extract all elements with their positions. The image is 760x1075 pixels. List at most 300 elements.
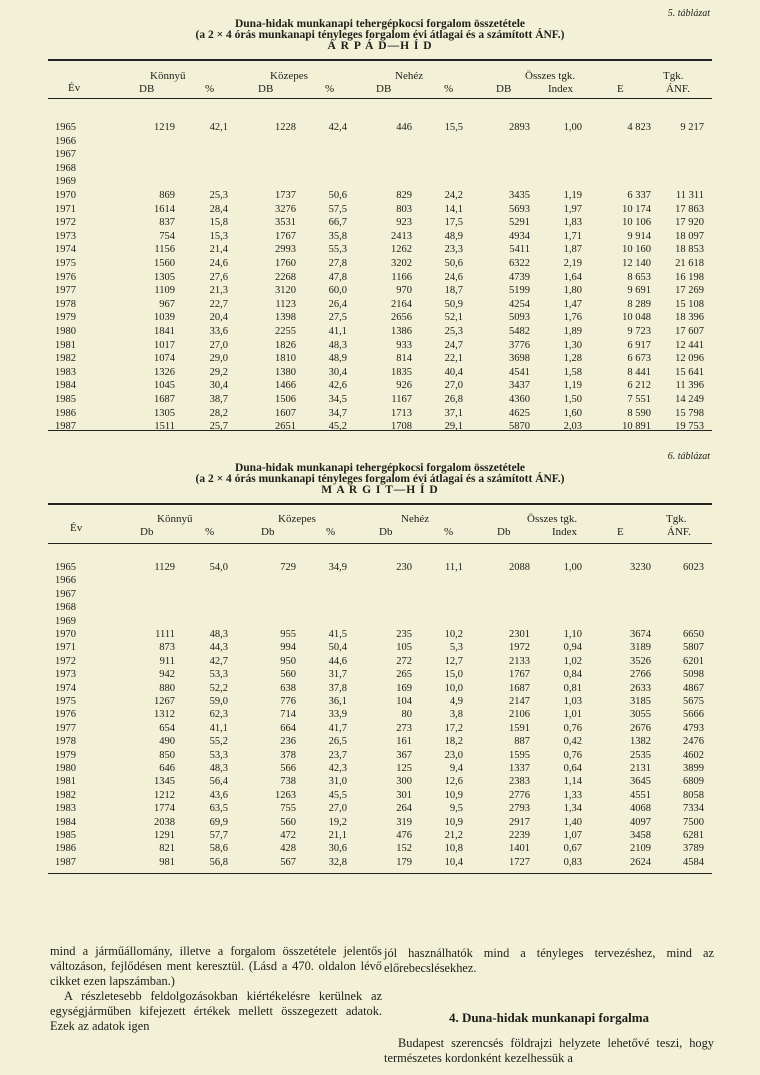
total-index-cell: 0,67 xyxy=(563,843,582,855)
header-total: Összes tgk. xyxy=(525,70,576,82)
heavy-db-cell: 1713 xyxy=(391,407,412,419)
medium-db-cell: 1810 xyxy=(275,353,296,365)
anf-value-cell: 2476 xyxy=(683,736,704,748)
light-pct-cell: 28,2 xyxy=(209,407,228,419)
header-e: E xyxy=(617,83,624,95)
heavy-pct-cell: 25,3 xyxy=(444,326,463,337)
header-rule-bottom xyxy=(48,98,712,99)
year-cell: 1970 xyxy=(55,629,76,640)
table-row xyxy=(0,817,760,828)
header-anf-top: Tgk. xyxy=(663,70,684,82)
year-cell: 1980 xyxy=(55,326,76,337)
light-db-cell: 1109 xyxy=(154,285,175,297)
medium-pct-cell: 35,8 xyxy=(328,230,347,242)
anf-value-cell: 4867 xyxy=(683,682,704,694)
light-db-cell: 1326 xyxy=(154,366,175,378)
paragraph: jól használhatók mind a tényleges tervezéshez, mind az előrebecslésekhez. xyxy=(384,946,714,975)
header-db: Db xyxy=(261,526,275,538)
table-title: Duna-hidak munkanapi tehergépkocsi forgalom összetétele xyxy=(234,18,526,30)
e-value-cell: 10 174 xyxy=(622,203,651,215)
year-cell: 1986 xyxy=(55,843,76,855)
medium-db-cell: 428 xyxy=(280,843,296,855)
medium-db-cell: 1466 xyxy=(275,380,296,392)
medium-pct-cell: 34,9 xyxy=(328,562,347,573)
medium-pct-cell: 48,9 xyxy=(328,353,347,365)
table-row xyxy=(0,176,760,187)
e-value-cell: 2535 xyxy=(630,749,651,761)
total-index-cell: 1,19 xyxy=(563,380,582,392)
light-pct-cell: 69,9 xyxy=(209,816,228,828)
year-cell: 1985 xyxy=(55,830,76,841)
table-number: 5. táblázat xyxy=(667,8,710,19)
table-row xyxy=(0,217,760,228)
heavy-db-cell: 2164 xyxy=(391,298,412,310)
heavy-pct-cell: 12,7 xyxy=(444,655,463,667)
light-pct-cell: 29,0 xyxy=(209,353,228,365)
total-index-cell: 1,19 xyxy=(563,190,582,201)
anf-value-cell: 4584 xyxy=(683,856,704,868)
header-heavy: Nehéz xyxy=(395,70,424,82)
total-index-cell: 1,02 xyxy=(563,655,582,667)
year-cell: 1981 xyxy=(55,776,76,788)
heavy-pct-cell: 15,0 xyxy=(444,669,463,681)
anf-value-cell: 5666 xyxy=(683,709,704,721)
table-number: 6. táblázat xyxy=(667,451,710,462)
table-row xyxy=(0,299,760,310)
light-db-cell: 1841 xyxy=(154,326,175,337)
medium-pct-cell: 19,2 xyxy=(328,816,347,828)
light-pct-cell: 63,5 xyxy=(209,803,228,815)
total-index-cell: 2,19 xyxy=(563,258,582,269)
table-row xyxy=(0,204,760,215)
e-value-cell: 8 289 xyxy=(627,298,651,310)
total-index-cell: 1,87 xyxy=(563,244,582,256)
table-row xyxy=(0,244,760,255)
total-index-cell: 0,83 xyxy=(563,856,582,868)
anf-value-cell: 5098 xyxy=(683,669,704,681)
heavy-pct-cell: 10,9 xyxy=(444,816,463,828)
light-pct-cell: 27,6 xyxy=(209,271,228,283)
header-pct: % xyxy=(444,526,454,538)
heavy-pct-cell: 52,1 xyxy=(444,312,463,324)
year-cell: 1974 xyxy=(55,244,76,256)
table-subtitle: (a 2 × 4 órás munkanapi tényleges forgalom évi átlagai és a számított ÁNF.) xyxy=(195,29,565,41)
table-row xyxy=(0,163,760,174)
heavy-pct-cell: 50,9 xyxy=(444,298,463,310)
light-pct-cell: 27,0 xyxy=(209,339,228,351)
light-db-cell: 490 xyxy=(159,736,175,748)
heavy-db-cell: 264 xyxy=(396,803,412,815)
light-db-cell: 1345 xyxy=(154,776,175,788)
total-index-cell: 1,89 xyxy=(563,326,582,337)
year-cell: 1968 xyxy=(55,162,76,174)
heavy-db-cell: 273 xyxy=(396,722,412,734)
medium-db-cell: 2268 xyxy=(275,271,296,283)
medium-pct-cell: 27,5 xyxy=(328,312,347,324)
bridge-name: Á R P Á D—H Í D xyxy=(327,40,433,52)
medium-db-cell: 1506 xyxy=(275,394,296,405)
medium-pct-cell: 34,7 xyxy=(328,407,347,419)
light-pct-cell: 53,3 xyxy=(209,669,228,681)
total-db-cell: 3698 xyxy=(509,353,530,365)
medium-db-cell: 1826 xyxy=(275,339,296,351)
total-db-cell: 4254 xyxy=(509,298,530,310)
year-cell: 1976 xyxy=(55,709,76,721)
heavy-pct-cell: 40,4 xyxy=(444,366,463,378)
total-db-cell: 5199 xyxy=(509,285,530,297)
total-index-cell: 0,76 xyxy=(563,749,582,761)
year-cell: 1966 xyxy=(55,575,76,587)
medium-pct-cell: 36,1 xyxy=(328,696,347,707)
medium-pct-cell: 47,8 xyxy=(328,271,347,283)
paragraph: Budapest szerencsés földrajzi helyzete lehetővé teszi, hogy természetes kordonként kezelhessük a xyxy=(384,1036,714,1065)
medium-db-cell: 950 xyxy=(280,655,296,667)
medium-pct-cell: 26,4 xyxy=(328,298,347,310)
paragraph: mind a járműállomány, illetve a forgalom összetétele jelentős változáson, fejlődésen ment keresztül. (Lásd a 470. oldalon lévő cikket ezen lapszámban.) xyxy=(50,944,382,988)
year-cell: 1975 xyxy=(55,696,76,707)
anf-value-cell: 21 618 xyxy=(675,258,704,269)
light-db-cell: 1017 xyxy=(154,339,175,351)
e-value-cell: 9 914 xyxy=(627,230,651,242)
heavy-db-cell: 169 xyxy=(396,682,412,694)
table-row xyxy=(0,857,760,868)
header-year: Év xyxy=(70,522,83,534)
table-row xyxy=(0,353,760,364)
year-cell: 1987 xyxy=(55,856,76,868)
total-index-cell: 1,97 xyxy=(563,203,582,215)
table-row xyxy=(0,776,760,787)
header-year: Év xyxy=(68,82,81,94)
table-row xyxy=(0,736,760,747)
anf-value-cell: 3899 xyxy=(683,763,704,774)
anf-value-cell: 9 217 xyxy=(680,122,704,133)
header-db: Db xyxy=(497,526,511,538)
header-light: Könnyű xyxy=(150,70,186,82)
medium-db-cell: 994 xyxy=(280,642,296,654)
table-row xyxy=(0,122,760,133)
medium-db-cell: 378 xyxy=(280,749,296,761)
medium-db-cell: 566 xyxy=(280,763,296,774)
heavy-db-cell: 230 xyxy=(396,562,412,573)
table-row xyxy=(0,231,760,242)
medium-db-cell: 2651 xyxy=(275,421,296,433)
header-db: DB xyxy=(258,83,274,95)
table-row xyxy=(0,642,760,653)
paragraph: A részletesebb feldolgozásokban kiértékelésre kerülnek az egységjárműben kifejezett értékek mellett összegezett adatok. Ezek az adatok igen xyxy=(50,989,382,1033)
total-db-cell: 1727 xyxy=(509,856,530,868)
heavy-db-cell: 2656 xyxy=(391,312,412,324)
medium-db-cell: 776 xyxy=(280,696,296,707)
medium-pct-cell: 66,7 xyxy=(328,217,347,229)
total-index-cell: 1,00 xyxy=(563,562,582,573)
bridge-name: M A R G I T—H Í D xyxy=(321,484,439,496)
light-db-cell: 1305 xyxy=(154,407,175,419)
heavy-db-cell: 104 xyxy=(396,696,412,707)
year-cell: 1971 xyxy=(55,203,76,215)
light-pct-cell: 24,6 xyxy=(209,258,228,269)
e-value-cell: 9 723 xyxy=(627,326,651,337)
light-db-cell: 1219 xyxy=(154,122,175,133)
year-cell: 1965 xyxy=(55,562,76,573)
heavy-db-cell: 235 xyxy=(396,629,412,640)
heavy-db-cell: 161 xyxy=(396,736,412,748)
total-db-cell: 4934 xyxy=(509,230,530,242)
medium-db-cell: 1123 xyxy=(275,298,296,310)
heavy-db-cell: 476 xyxy=(396,830,412,841)
medium-db-cell: 1760 xyxy=(275,258,296,269)
heavy-pct-cell: 26,8 xyxy=(444,394,463,405)
light-pct-cell: 44,3 xyxy=(209,642,228,654)
light-db-cell: 850 xyxy=(159,749,175,761)
header-medium: Közepes xyxy=(270,70,308,82)
table-row xyxy=(0,367,760,378)
medium-db-cell: 1767 xyxy=(275,230,296,242)
light-pct-cell: 59,0 xyxy=(209,696,228,707)
total-db-cell: 2917 xyxy=(509,816,530,828)
total-db-cell: 6322 xyxy=(509,258,530,269)
table-row xyxy=(0,562,760,573)
light-pct-cell: 29,2 xyxy=(209,366,228,378)
light-pct-cell: 58,6 xyxy=(209,843,228,855)
year-cell: 1976 xyxy=(55,271,76,283)
medium-pct-cell: 33,9 xyxy=(328,709,347,721)
light-pct-cell: 43,6 xyxy=(209,789,228,801)
heavy-pct-cell: 48,9 xyxy=(444,230,463,242)
e-value-cell: 6 917 xyxy=(627,339,651,351)
table-row xyxy=(0,380,760,391)
total-index-cell: 0,64 xyxy=(563,763,582,774)
e-value-cell: 3674 xyxy=(630,629,651,640)
heavy-pct-cell: 10,4 xyxy=(444,856,463,868)
medium-db-cell: 714 xyxy=(280,709,296,721)
heavy-pct-cell: 15,5 xyxy=(444,122,463,133)
anf-value-cell: 4793 xyxy=(683,722,704,734)
total-db-cell: 3776 xyxy=(509,339,530,351)
light-db-cell: 1614 xyxy=(154,203,175,215)
e-value-cell: 10 891 xyxy=(622,421,651,433)
light-pct-cell: 55,2 xyxy=(209,736,228,748)
total-index-cell: 1,71 xyxy=(563,230,582,242)
anf-value-cell: 4602 xyxy=(683,749,704,761)
heavy-db-cell: 814 xyxy=(396,353,412,365)
anf-value-cell: 15 798 xyxy=(675,407,704,419)
heavy-pct-cell: 11,1 xyxy=(445,562,463,573)
year-cell: 1983 xyxy=(55,366,76,378)
heavy-db-cell: 105 xyxy=(396,642,412,654)
table-row xyxy=(0,190,760,201)
anf-value-cell: 14 249 xyxy=(675,394,704,405)
e-value-cell: 3055 xyxy=(630,709,651,721)
light-db-cell: 1511 xyxy=(154,421,175,433)
medium-db-cell: 1398 xyxy=(275,312,296,324)
total-db-cell: 2793 xyxy=(509,803,530,815)
e-value-cell: 8 441 xyxy=(627,366,651,378)
anf-value-cell: 12 096 xyxy=(675,353,704,365)
heavy-db-cell: 152 xyxy=(396,843,412,855)
year-cell: 1986 xyxy=(55,407,76,419)
anf-value-cell: 12 441 xyxy=(675,339,704,351)
anf-value-cell: 6201 xyxy=(683,655,704,667)
heavy-pct-cell: 23,0 xyxy=(444,749,463,761)
total-db-cell: 5411 xyxy=(509,244,530,256)
total-db-cell: 2301 xyxy=(509,629,530,640)
table-row xyxy=(0,602,760,613)
e-value-cell: 2766 xyxy=(630,669,651,681)
table-row xyxy=(0,790,760,801)
e-value-cell: 3645 xyxy=(630,776,651,788)
heavy-pct-cell: 10,8 xyxy=(444,843,463,855)
medium-pct-cell: 23,7 xyxy=(328,749,347,761)
heavy-db-cell: 80 xyxy=(401,709,412,721)
medium-pct-cell: 27,0 xyxy=(328,803,347,815)
anf-value-cell: 18 097 xyxy=(675,230,704,242)
heavy-db-cell: 2413 xyxy=(391,230,412,242)
medium-db-cell: 1607 xyxy=(275,407,296,419)
header-db: Db xyxy=(140,526,154,538)
total-db-cell: 2893 xyxy=(509,122,530,133)
heavy-db-cell: 1835 xyxy=(391,366,412,378)
light-db-cell: 1111 xyxy=(155,629,175,640)
heavy-pct-cell: 27,0 xyxy=(444,380,463,392)
heavy-db-cell: 1166 xyxy=(391,271,412,283)
heavy-pct-cell: 24,6 xyxy=(444,271,463,283)
light-db-cell: 942 xyxy=(159,669,175,681)
text-column-right xyxy=(384,946,714,976)
light-db-cell: 646 xyxy=(159,763,175,774)
total-db-cell: 5093 xyxy=(509,312,530,324)
heavy-pct-cell: 3,8 xyxy=(449,709,463,721)
total-db-cell: 1337 xyxy=(509,763,530,774)
total-index-cell: 1,60 xyxy=(563,407,582,419)
medium-pct-cell: 42,6 xyxy=(328,380,347,392)
heavy-pct-cell: 23,3 xyxy=(444,244,463,256)
light-db-cell: 1074 xyxy=(154,353,175,365)
year-cell: 1967 xyxy=(55,149,76,161)
medium-pct-cell: 45,5 xyxy=(328,789,347,801)
header-db: Db xyxy=(379,526,393,538)
heavy-db-cell: 446 xyxy=(396,122,412,133)
table-row xyxy=(0,408,760,419)
year-cell: 1977 xyxy=(55,285,76,297)
medium-db-cell: 1263 xyxy=(275,789,296,801)
heavy-pct-cell: 12,6 xyxy=(444,776,463,788)
light-db-cell: 1212 xyxy=(154,789,175,801)
table-row xyxy=(0,803,760,814)
anf-value-cell: 6281 xyxy=(683,830,704,841)
total-index-cell: 1,64 xyxy=(563,271,582,283)
medium-db-cell: 560 xyxy=(280,669,296,681)
e-value-cell: 2676 xyxy=(630,722,651,734)
heavy-db-cell: 970 xyxy=(396,285,412,297)
anf-value-cell: 16 198 xyxy=(675,271,704,283)
header-db: DB xyxy=(376,83,392,95)
light-pct-cell: 57,7 xyxy=(209,830,228,841)
medium-pct-cell: 42,3 xyxy=(328,763,347,774)
heavy-db-cell: 1386 xyxy=(391,326,412,337)
e-value-cell: 1382 xyxy=(630,736,651,748)
anf-value-cell: 5675 xyxy=(683,696,704,707)
total-db-cell: 1972 xyxy=(509,642,530,654)
heavy-db-cell: 301 xyxy=(396,789,412,801)
light-db-cell: 1305 xyxy=(154,271,175,283)
total-db-cell: 1591 xyxy=(509,722,530,734)
heavy-pct-cell: 10,2 xyxy=(444,629,463,640)
light-db-cell: 1560 xyxy=(154,258,175,269)
light-pct-cell: 41,1 xyxy=(209,722,228,734)
header-heavy: Nehéz xyxy=(401,513,430,525)
anf-value-cell: 18 396 xyxy=(675,312,704,324)
medium-db-cell: 638 xyxy=(280,682,296,694)
total-index-cell: 1,30 xyxy=(563,339,582,351)
total-index-cell: 1,28 xyxy=(563,353,582,365)
light-db-cell: 880 xyxy=(159,682,175,694)
e-value-cell: 9 691 xyxy=(627,285,651,297)
light-pct-cell: 48,3 xyxy=(209,763,228,774)
heavy-db-cell: 803 xyxy=(396,203,412,215)
light-db-cell: 1129 xyxy=(154,562,175,573)
header-total: Összes tgk. xyxy=(527,513,578,525)
anf-value-cell: 3789 xyxy=(683,843,704,855)
header-pct: % xyxy=(326,526,336,538)
table-row xyxy=(0,696,760,707)
table-row xyxy=(0,843,760,854)
light-db-cell: 2038 xyxy=(154,816,175,828)
light-pct-cell: 62,3 xyxy=(209,709,228,721)
year-cell: 1973 xyxy=(55,669,76,681)
e-value-cell: 6 673 xyxy=(627,353,651,365)
light-pct-cell: 38,7 xyxy=(209,394,228,405)
e-value-cell: 4551 xyxy=(630,789,651,801)
medium-db-cell: 236 xyxy=(280,736,296,748)
table-row xyxy=(0,149,760,160)
medium-db-cell: 755 xyxy=(280,803,296,815)
medium-pct-cell: 48,3 xyxy=(328,339,347,351)
total-index-cell: 1,76 xyxy=(563,312,582,324)
medium-pct-cell: 41,1 xyxy=(328,326,347,337)
header-rule-bottom xyxy=(48,543,712,544)
total-db-cell: 3437 xyxy=(509,380,530,392)
anf-value-cell: 15 641 xyxy=(675,366,704,378)
medium-pct-cell: 50,4 xyxy=(328,642,347,654)
medium-db-cell: 567 xyxy=(280,856,296,868)
header-anf: ÁNF. xyxy=(666,83,690,95)
table-row xyxy=(0,326,760,337)
header-pct: % xyxy=(444,83,454,95)
total-db-cell: 1595 xyxy=(509,749,530,761)
table-row xyxy=(0,629,760,640)
heavy-db-cell: 1262 xyxy=(391,244,412,256)
heavy-pct-cell: 14,1 xyxy=(444,203,463,215)
table-title: Duna-hidak munkanapi tehergépkocsi forgalom összetétele xyxy=(234,462,526,474)
heavy-pct-cell: 9,4 xyxy=(449,763,463,774)
light-pct-cell: 28,4 xyxy=(209,203,228,215)
medium-db-cell: 1380 xyxy=(275,366,296,378)
total-db-cell: 4541 xyxy=(509,366,530,378)
medium-db-cell: 3531 xyxy=(275,217,296,229)
light-db-cell: 981 xyxy=(159,856,175,868)
medium-db-cell: 3276 xyxy=(275,203,296,215)
heavy-pct-cell: 50,6 xyxy=(444,258,463,269)
light-pct-cell: 20,4 xyxy=(209,312,228,324)
e-value-cell: 3230 xyxy=(630,562,651,573)
header-pct: % xyxy=(205,526,215,538)
e-value-cell: 10 048 xyxy=(622,312,651,324)
e-value-cell: 2109 xyxy=(630,843,651,855)
table-row xyxy=(0,616,760,627)
light-db-cell: 754 xyxy=(159,230,175,242)
heavy-pct-cell: 18,7 xyxy=(444,285,463,297)
heavy-db-cell: 179 xyxy=(396,856,412,868)
